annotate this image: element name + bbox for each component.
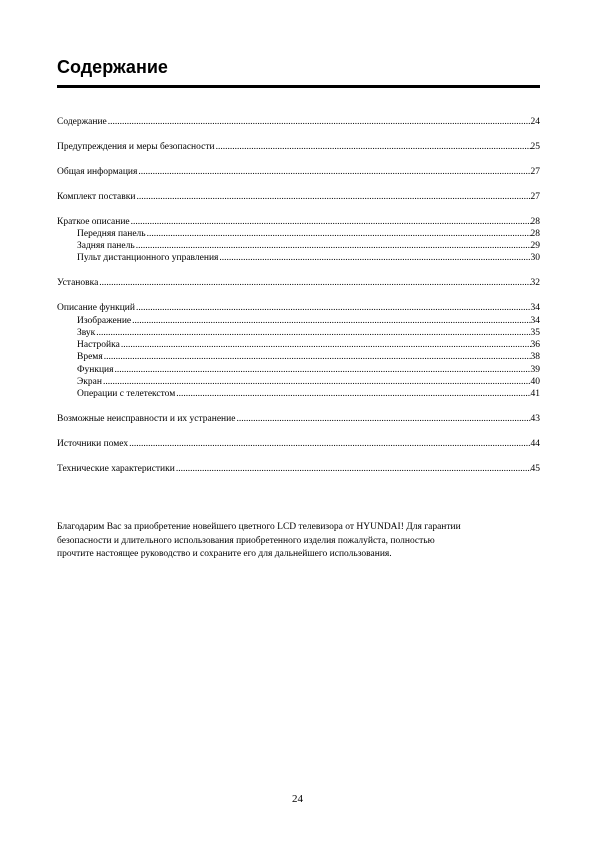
toc-leader bbox=[96, 327, 530, 339]
toc-label: Возможные неисправности и их устранение bbox=[57, 414, 236, 425]
toc-page: 28 bbox=[530, 228, 540, 239]
toc-label: Изображение bbox=[77, 315, 132, 326]
toc-label: Настройка bbox=[77, 340, 120, 351]
toc-page: 36 bbox=[530, 340, 540, 351]
toc-label: Установка bbox=[57, 278, 99, 289]
toc-entry-sound[interactable] bbox=[57, 327, 540, 339]
toc-leader bbox=[136, 240, 531, 252]
toc-page: 27 bbox=[530, 191, 540, 202]
toc-page: 29 bbox=[530, 241, 540, 252]
toc-entry-teletext[interactable] bbox=[57, 388, 540, 400]
toc-page: 39 bbox=[530, 364, 540, 375]
toc-leader bbox=[176, 463, 531, 475]
toc-leader bbox=[131, 216, 531, 228]
toc-label: Источники помех bbox=[57, 439, 129, 450]
toc-leader bbox=[129, 438, 530, 450]
toc-page: 34 bbox=[530, 315, 540, 326]
toc-label: Предупреждения и меры безопасности bbox=[57, 141, 215, 152]
toc-page: 41 bbox=[530, 389, 540, 400]
toc-label: Пульт дистанционного управления bbox=[77, 253, 219, 264]
intro-line: прочтите настоящее руководство и сохраните его для дальнейшего использования. bbox=[57, 549, 392, 559]
page-title: Содержание bbox=[57, 57, 168, 77]
toc-page: 28 bbox=[530, 216, 540, 227]
toc-page: 45 bbox=[530, 463, 540, 474]
toc-page: 24 bbox=[530, 117, 540, 127]
toc-label: Описание функций bbox=[57, 303, 135, 314]
toc-page: 25 bbox=[530, 141, 540, 152]
toc-label: Звук bbox=[77, 327, 96, 338]
title-underline bbox=[57, 85, 540, 88]
toc-label: Технические характеристики bbox=[57, 463, 175, 474]
toc-entry-functions[interactable] bbox=[57, 302, 540, 314]
toc-entry-safety[interactable] bbox=[57, 141, 540, 153]
toc-leader bbox=[138, 166, 530, 178]
toc-label: Время bbox=[77, 352, 103, 363]
toc-entry-time[interactable] bbox=[57, 351, 540, 363]
toc-entry-screen[interactable] bbox=[57, 376, 540, 388]
toc-entry-package[interactable] bbox=[57, 191, 540, 203]
toc-leader bbox=[121, 339, 531, 351]
toc-label: Содержание bbox=[57, 117, 107, 127]
table-of-contents bbox=[57, 116, 540, 475]
toc-leader bbox=[99, 277, 530, 289]
toc-page: 43 bbox=[530, 414, 540, 425]
toc-entry-remote-control[interactable] bbox=[57, 252, 540, 264]
toc-leader bbox=[219, 252, 530, 264]
toc-page: 44 bbox=[530, 439, 540, 450]
toc-leader bbox=[216, 141, 531, 153]
toc-entry-rear-panel[interactable] bbox=[57, 240, 540, 252]
intro-paragraph bbox=[57, 521, 547, 562]
toc-entry-specifications[interactable] bbox=[57, 463, 540, 475]
toc-leader bbox=[136, 302, 531, 314]
toc-label: Передняя панель bbox=[77, 228, 146, 239]
toc-leader bbox=[136, 191, 530, 203]
toc-entry-picture[interactable] bbox=[57, 315, 540, 327]
toc-entry-front-panel[interactable] bbox=[57, 228, 540, 240]
toc-leader bbox=[147, 228, 531, 240]
toc-entry-troubleshooting[interactable] bbox=[57, 413, 540, 425]
toc-label: Комплект поставки bbox=[57, 191, 136, 202]
toc-label: Краткое описание bbox=[57, 216, 130, 227]
toc-page: 32 bbox=[530, 278, 540, 289]
toc-label: Операции с телетекстом bbox=[77, 389, 176, 400]
toc-page: 27 bbox=[530, 166, 540, 177]
toc-label: Экран bbox=[77, 377, 102, 388]
toc-entry-interference[interactable] bbox=[57, 438, 540, 450]
toc-leader bbox=[236, 413, 530, 425]
toc-entry-brief-description[interactable] bbox=[57, 216, 540, 228]
toc-entry-installation[interactable] bbox=[57, 277, 540, 289]
toc-label: Функция bbox=[77, 364, 114, 375]
toc-entry-contents[interactable] bbox=[57, 116, 540, 128]
toc-leader bbox=[176, 388, 530, 400]
toc-page: 34 bbox=[530, 303, 540, 314]
toc-label: Общая информация bbox=[57, 166, 138, 177]
intro-line: Благодарим Вас за приобретение новейшего цветного LCD телевизора от HYUNDAI! Для гарантии bbox=[57, 522, 461, 532]
toc-page: 38 bbox=[530, 352, 540, 363]
intro-line: безопасности и длительного использования приобретенного изделия пожалуйста, полностью bbox=[57, 535, 435, 546]
toc-leader bbox=[115, 364, 531, 376]
toc-leader bbox=[103, 376, 531, 388]
toc-page: 35 bbox=[530, 327, 540, 338]
toc-entry-function[interactable] bbox=[57, 364, 540, 376]
toc-leader bbox=[104, 351, 531, 363]
page-number: 24 bbox=[292, 793, 303, 805]
toc-entry-general-info[interactable] bbox=[57, 166, 540, 178]
toc-entry-setup[interactable] bbox=[57, 339, 540, 351]
toc-page: 40 bbox=[530, 377, 540, 388]
toc-leader bbox=[108, 116, 531, 128]
toc-page: 30 bbox=[530, 253, 540, 264]
toc-leader bbox=[132, 315, 530, 327]
toc-label: Задняя панель bbox=[77, 241, 135, 252]
